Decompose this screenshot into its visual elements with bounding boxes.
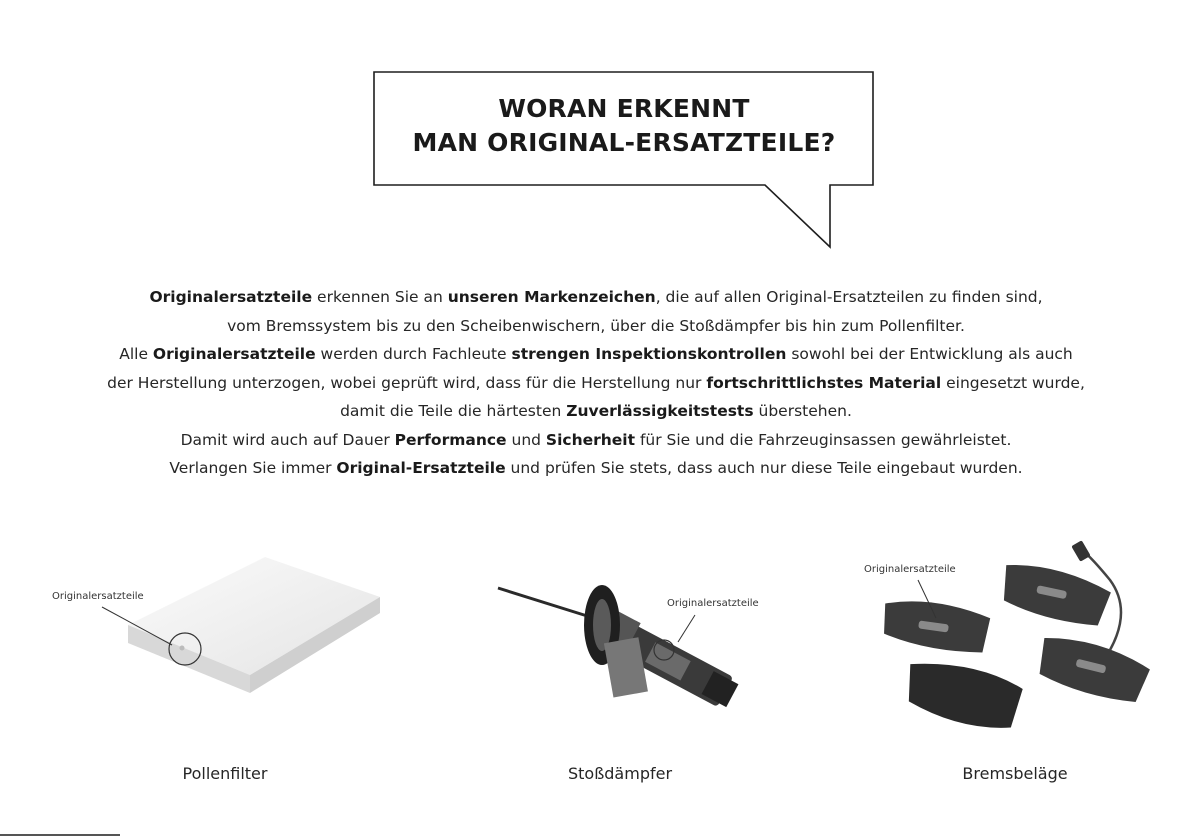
bold-term: Performance [394,430,507,449]
bold-term: Original-Ersatzteile [336,459,506,477]
pollen-callout-line [100,605,190,655]
text-run: überstehen. [753,402,852,420]
text-run: eingesetzt wurde, [941,373,1085,392]
text-run: vom Bremssystem bis zu den Scheibenwischern, über die Stoßdämpfer bis hin zum Pollenfilter. [227,316,965,335]
text-run: werden durch Fachleute [315,345,512,363]
text-run: für Sie und die Fahrzeuginsassen gewährleistet. [635,430,1012,449]
text-line-6 [20,426,1172,455]
shock-callout-label: Originalersatzteile [667,598,759,609]
bold-term: Originalersatzteile [149,288,313,306]
pollen-filter-caption: Pollenfilter [182,764,268,783]
text-run: der Herstellung unterzogen, wobei geprüft wird, dass für die Herstellung nur [107,373,707,392]
bold-term: Sicherheit [545,430,636,449]
bold-term: strengen Inspektionskontrollen [511,345,787,363]
text-run: , die auf allen Original-Ersatzteilen zu finden sind, [655,288,1043,306]
bold-term: fortschrittlichstes Material [706,373,942,392]
brake-pads-caption: Bremsbeläge [962,764,1068,783]
text-run: damit die Teile die härtesten [340,402,567,420]
text-line-3 [20,340,1172,369]
text-run: Damit wird auch auf Dauer [180,430,395,449]
text-line-2 [20,312,1172,341]
text-run: sowohl bei der Entwicklung als auch [786,345,1073,363]
brake-callout-label: Originalersatzteile [864,564,956,575]
pollen-callout-label: Originalersatzteile [52,591,144,602]
text-line-5 [20,397,1172,426]
text-run: erkennen Sie an [312,288,448,306]
text-run: und [506,430,546,449]
shock-absorber-caption: Stoßdämpfer [567,764,673,783]
text-line-4 [20,369,1172,398]
page-title [374,92,874,160]
intro-paragraph [20,283,1172,483]
bold-term: unseren Markenzeichen [447,288,656,306]
text-run: Alle [119,345,153,363]
title-line-2: MAN ORIGINAL-ERSATZTEILE? [412,128,836,157]
text-line-1 [20,283,1172,312]
text-line-7 [20,454,1172,483]
bold-term: Originalersatzteile [152,345,316,363]
title-line-1: WORAN ERKENNT [498,94,750,123]
text-run: und prüfen Sie stets, dass auch nur diese Teile eingebaut wurden. [505,459,1023,477]
text-run: Verlangen Sie immer [169,459,337,477]
footer-rule [0,834,120,836]
bold-term: Zuverlässigkeitstests [566,402,754,420]
